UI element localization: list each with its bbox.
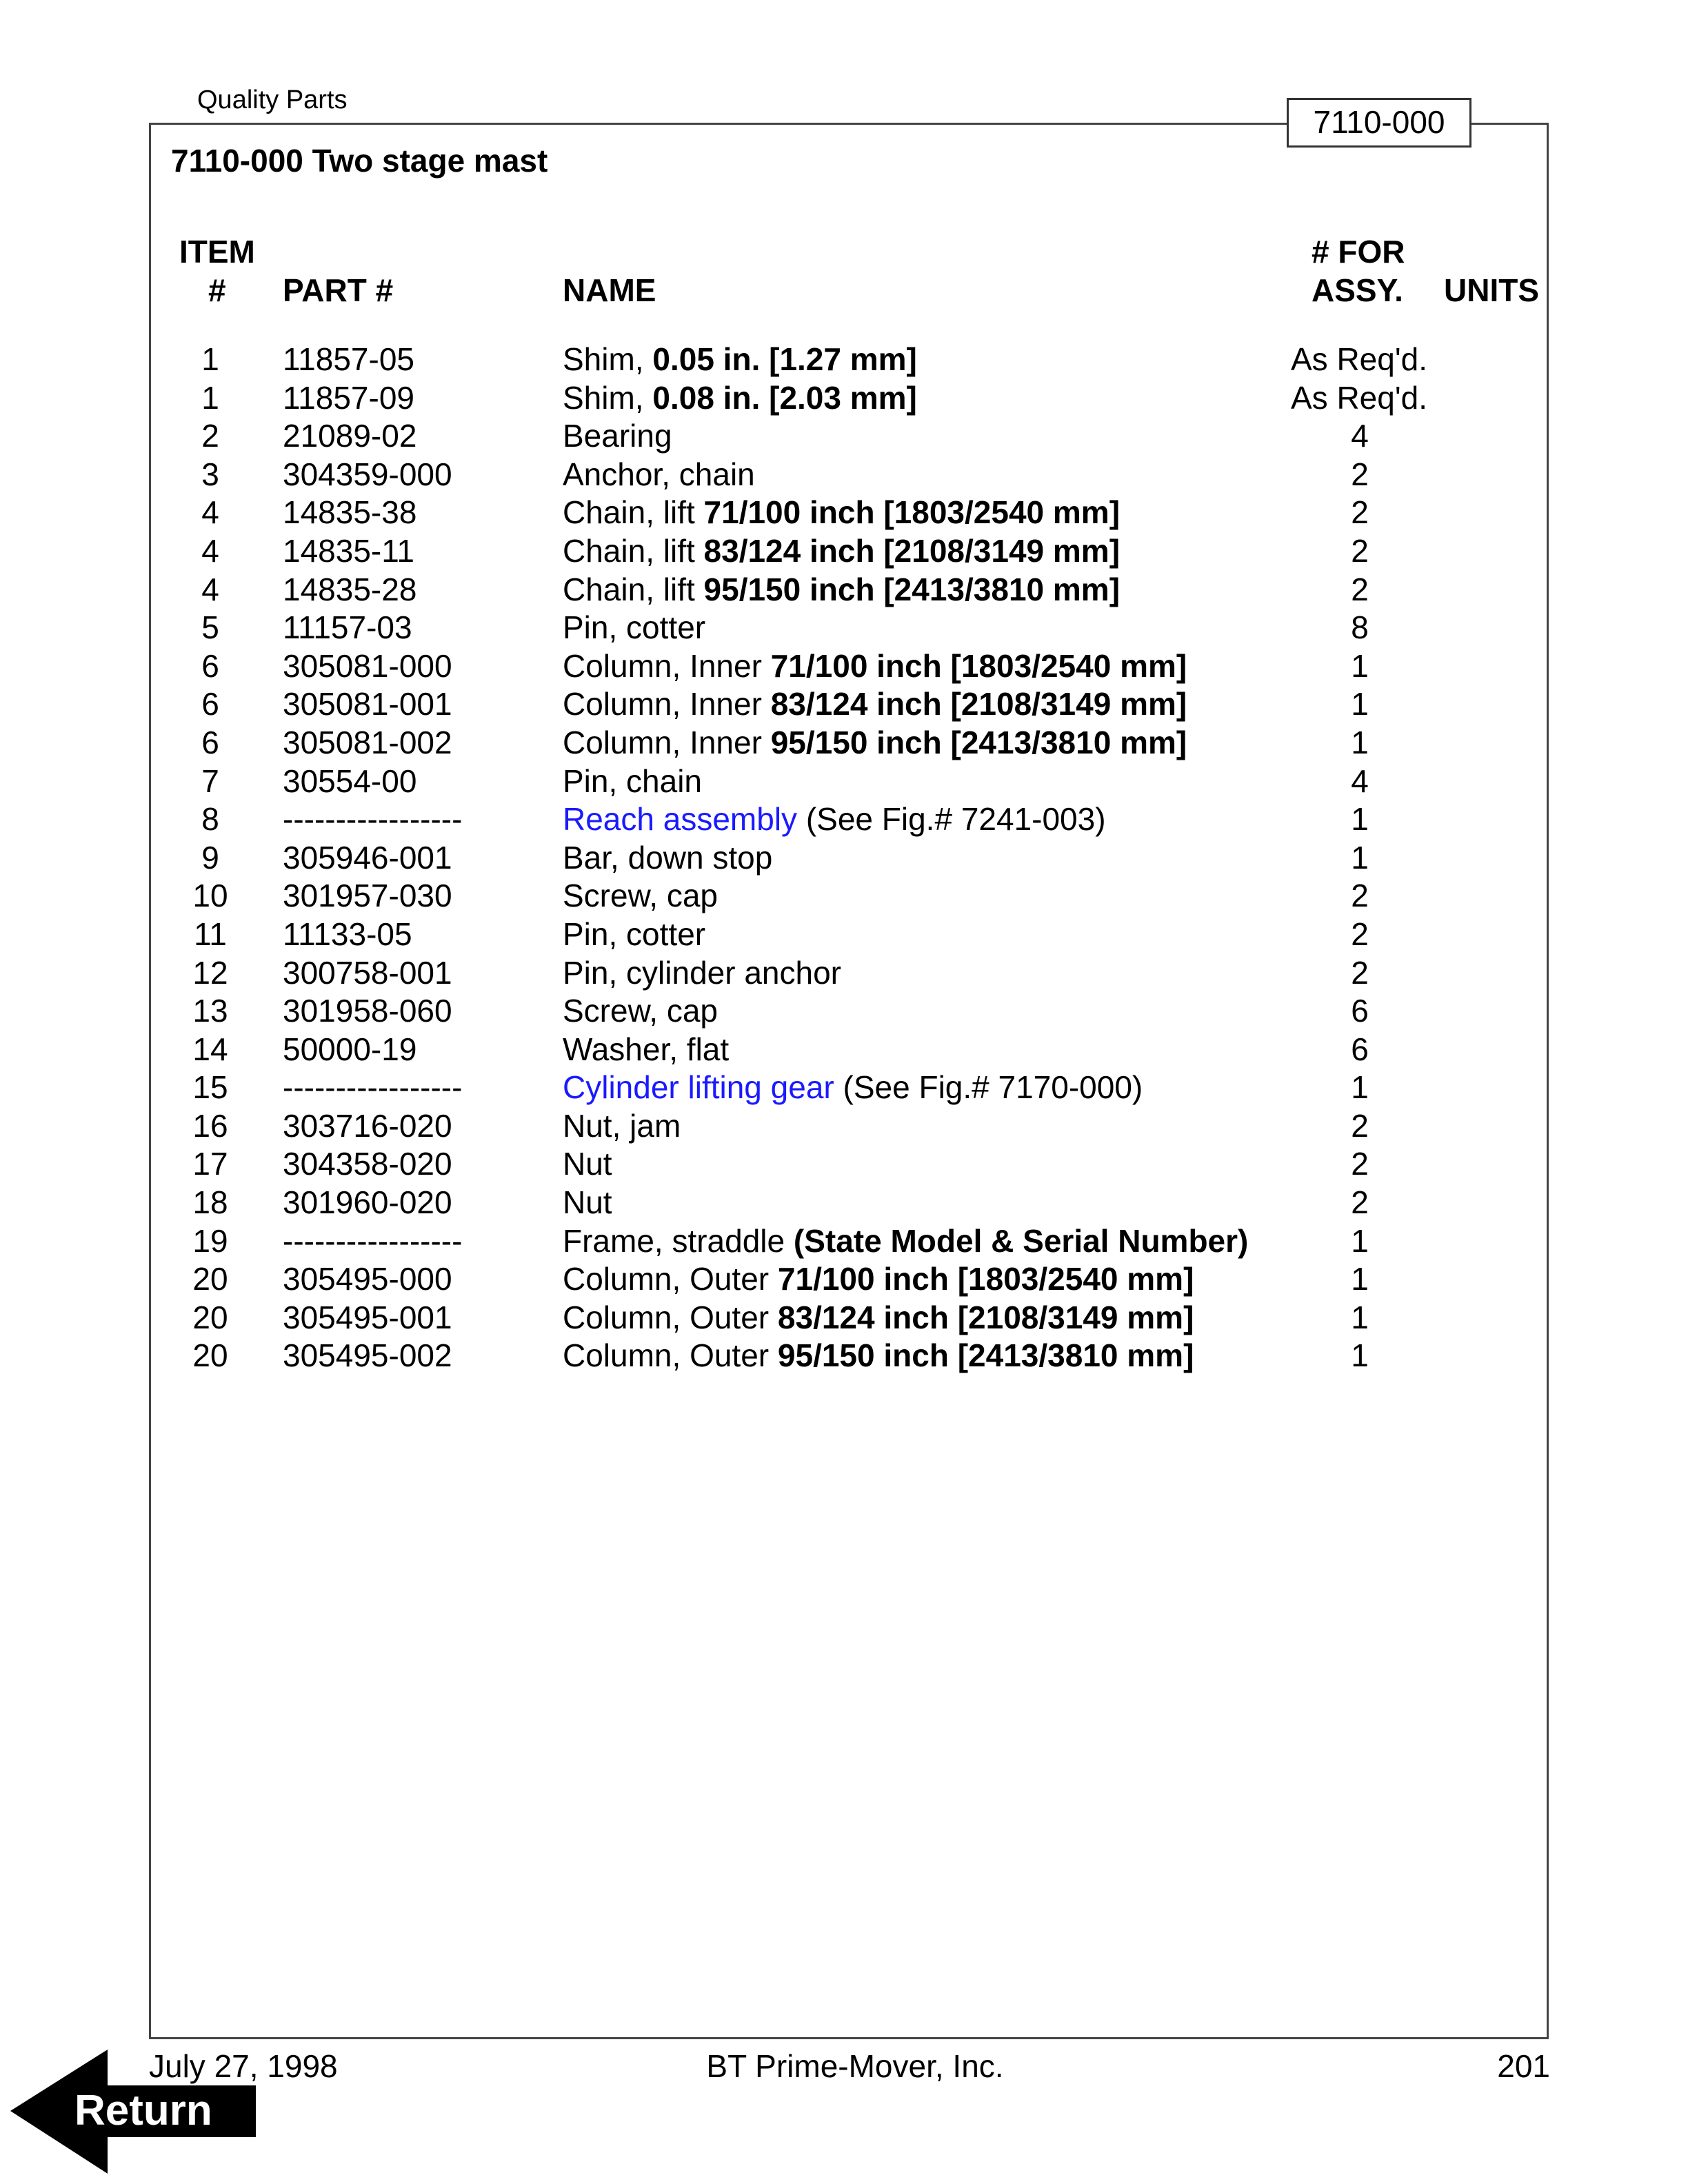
part-number: 11133-05: [283, 916, 412, 952]
table-row: [0, 1260, 1688, 1299]
part-number: 304358-020: [283, 1146, 452, 1182]
quantity: 2: [1351, 571, 1369, 607]
quantity: 1: [1351, 1299, 1369, 1335]
part-name-segment: Chain, lift: [563, 532, 704, 569]
item-number: 15: [192, 1069, 228, 1106]
part-name-segment: Shim,: [563, 341, 653, 377]
part-name-segment: Pin, cylinder anchor: [563, 954, 841, 991]
part-number: 50000-19: [283, 1031, 417, 1067]
part-name: [563, 1107, 681, 1146]
part-number: 301960-020: [283, 1184, 452, 1221]
part-name: [563, 1069, 1143, 1107]
part-name-segment: Nut: [563, 1146, 612, 1182]
part-name-segment: Screw, cap: [563, 878, 718, 914]
part-name-segment: Column, Inner: [563, 686, 771, 722]
part-name-segment: Column, Outer: [563, 1337, 778, 1374]
part-name: [563, 379, 917, 418]
table-row: [0, 379, 1688, 418]
quantity: 1: [1351, 724, 1369, 760]
quantity: 2: [1351, 1184, 1369, 1221]
col-header-part: PART #: [283, 272, 394, 308]
item-number: 20: [192, 1261, 228, 1297]
footer-page-number: 201: [1497, 2048, 1550, 2084]
table-row: [0, 1184, 1688, 1222]
item-number: 13: [192, 993, 228, 1029]
part-name-segment: Chain, lift: [563, 494, 704, 531]
part-name-segment: 71/100 inch [1803/2540 mm]: [770, 647, 1187, 684]
part-name: [563, 762, 702, 801]
item-number: 20: [192, 1337, 228, 1374]
part-name: [563, 1222, 1248, 1261]
quantity: 2: [1351, 456, 1369, 492]
part-number: 305495-000: [283, 1261, 452, 1297]
item-number: 17: [192, 1146, 228, 1182]
part-number: 14835-11: [283, 532, 414, 569]
table-row: [0, 916, 1688, 954]
part-name-segment: Bar, down stop: [563, 839, 773, 876]
col-header-item: ITEM: [179, 234, 255, 270]
part-name: [563, 456, 755, 494]
item-number: 10: [192, 878, 228, 914]
part-name: [563, 877, 718, 916]
part-name: [563, 800, 1106, 839]
part-name-segment: Pin, cotter: [563, 609, 706, 646]
part-name-segment: Screw, cap: [563, 993, 718, 1029]
table-row: [0, 1069, 1688, 1107]
table-row: [0, 685, 1688, 724]
table-row: [0, 1145, 1688, 1184]
part-name: [563, 609, 705, 647]
part-number: 305081-001: [283, 686, 452, 722]
table-row: [0, 1337, 1688, 1375]
item-number: 2: [201, 418, 219, 454]
part-number: 304359-000: [283, 456, 452, 492]
item-number: 5: [201, 609, 219, 646]
item-number: 19: [192, 1222, 228, 1259]
part-name-segment: 95/150 inch [2413/3810 mm]: [777, 1337, 1194, 1374]
item-number: 12: [192, 954, 228, 991]
part-number: 21089-02: [283, 418, 417, 454]
quantity: 1: [1351, 1261, 1369, 1297]
item-number: 4: [201, 494, 219, 531]
table-row: [0, 1031, 1688, 1069]
table-row: [0, 494, 1688, 532]
table-row: [0, 954, 1688, 993]
return-label: Return: [74, 2087, 212, 2134]
part-number: 11857-05: [283, 341, 414, 377]
part-number: 303716-020: [283, 1107, 452, 1144]
part-name: [563, 1145, 612, 1184]
part-name-segment: Nut, jam: [563, 1107, 681, 1144]
part-name-segment: Washer, flat: [563, 1031, 730, 1067]
quantity: 6: [1351, 1031, 1369, 1067]
part-name: [563, 1299, 1194, 1337]
table-row: [0, 877, 1688, 916]
part-name: [563, 916, 705, 954]
table-row: [0, 647, 1688, 686]
quantity: 1: [1351, 1222, 1369, 1259]
quantity: As Req'd.: [1291, 341, 1427, 377]
table-row: [0, 532, 1688, 571]
part-number: 305946-001: [283, 839, 452, 876]
part-name-segment: 95/150 inch [2413/3810 mm]: [770, 724, 1187, 760]
part-name: [563, 417, 672, 456]
quantity: 8: [1351, 609, 1369, 646]
part-name-segment: 83/124 inch [2108/3149 mm]: [777, 1299, 1194, 1335]
table-row: [0, 800, 1688, 839]
quantity: 1: [1351, 1337, 1369, 1374]
quantity: 4: [1351, 418, 1369, 454]
part-name-segment: 71/100 inch [1803/2540 mm]: [777, 1261, 1194, 1297]
part-name: [563, 992, 718, 1031]
quantity: 2: [1351, 1146, 1369, 1182]
part-number: 11857-09: [283, 379, 414, 416]
part-number: 30554-00: [283, 762, 417, 799]
table-row: [0, 762, 1688, 801]
page-title: 7110-000 Two stage mast: [171, 143, 548, 179]
item-number: 4: [201, 532, 219, 569]
quantity: 1: [1351, 1069, 1369, 1106]
col-header-units: UNITS: [1444, 272, 1539, 308]
quantity: 2: [1351, 878, 1369, 914]
part-number: 301958-060: [283, 993, 452, 1029]
part-name: [563, 685, 1187, 724]
table-row: [0, 839, 1688, 878]
part-number: 301957-030: [283, 878, 452, 914]
item-number: 1: [201, 341, 219, 377]
table-row: [0, 571, 1688, 609]
part-number: 305081-002: [283, 724, 452, 760]
part-name: [563, 341, 917, 379]
part-name-segment: (See Fig.# 7241-003): [797, 801, 1106, 838]
figure-number-box: 7110-000: [1287, 98, 1471, 148]
part-name: [563, 532, 1120, 571]
quantity: 2: [1351, 916, 1369, 952]
part-number: -----------------: [283, 801, 463, 838]
part-number: -----------------: [283, 1069, 463, 1106]
quantity: 1: [1351, 839, 1369, 876]
quantity: 1: [1351, 686, 1369, 722]
quantity: 1: [1351, 647, 1369, 684]
item-number: 1: [201, 379, 219, 416]
table-row: [0, 1299, 1688, 1337]
parts-table: [0, 341, 1688, 1375]
part-number: 305495-002: [283, 1337, 452, 1374]
quantity: 4: [1351, 762, 1369, 799]
figure-link[interactable]: Cylinder lifting gear: [563, 1069, 834, 1106]
table-row: [0, 724, 1688, 762]
part-name-segment: (State Model & Serial Number): [793, 1222, 1249, 1259]
part-name: [563, 839, 772, 878]
part-number: -----------------: [283, 1222, 463, 1259]
item-number: 6: [201, 724, 219, 760]
col-header-assy: ASSY.: [1312, 272, 1403, 308]
item-number: 7: [201, 762, 219, 799]
item-number: 11: [194, 916, 227, 952]
col-header-for: # FOR: [1312, 234, 1405, 270]
part-name: [563, 724, 1187, 762]
part-name: [563, 954, 841, 993]
item-number: 20: [192, 1299, 228, 1335]
quantity: 2: [1351, 954, 1369, 991]
item-number: 4: [201, 571, 219, 607]
table-row: [0, 341, 1688, 379]
part-name-segment: Frame, straddle: [563, 1222, 794, 1259]
part-name-segment: Shim,: [563, 379, 653, 416]
table-row: [0, 417, 1688, 456]
part-number: 300758-001: [283, 954, 452, 991]
part-name-segment: 0.05 in. [1.27 mm]: [652, 341, 917, 377]
part-name-segment: Column, Outer: [563, 1299, 778, 1335]
header-company-label: Quality Parts: [197, 85, 348, 114]
part-name: [563, 1260, 1194, 1299]
table-row: [0, 456, 1688, 494]
part-number: 305495-001: [283, 1299, 452, 1335]
quantity: 2: [1351, 532, 1369, 569]
col-header-item-number: #: [208, 272, 226, 308]
part-name-segment: Chain, lift: [563, 571, 704, 607]
quantity: 1: [1351, 801, 1369, 838]
part-name-segment: 83/124 inch [2108/3149 mm]: [770, 686, 1187, 722]
part-number: 305081-000: [283, 647, 452, 684]
item-number: 16: [192, 1107, 228, 1144]
part-name: [563, 571, 1120, 609]
quantity: As Req'd.: [1291, 379, 1427, 416]
part-name-segment: (See Fig.# 7170-000): [834, 1069, 1143, 1106]
part-name-segment: Bearing: [563, 418, 672, 454]
item-number: 3: [201, 456, 219, 492]
part-number: 11157-03: [283, 609, 412, 646]
part-name-segment: 95/150 inch [2413/3810 mm]: [703, 571, 1121, 607]
table-row: [0, 1222, 1688, 1261]
return-button[interactable]: [0, 2041, 262, 2178]
part-name-segment: 0.08 in. [2.03 mm]: [652, 379, 917, 416]
part-name-segment: 71/100 inch [1803/2540 mm]: [703, 494, 1121, 531]
item-number: 6: [201, 686, 219, 722]
table-row: [0, 609, 1688, 647]
part-name-segment: Pin, chain: [563, 762, 703, 799]
part-name: [563, 1337, 1194, 1375]
part-name: [563, 494, 1120, 532]
footer-company: BT Prime-Mover, Inc.: [706, 2048, 1004, 2084]
item-number: 9: [201, 839, 219, 876]
part-number: 14835-38: [283, 494, 417, 531]
item-number: 6: [201, 647, 219, 684]
part-name-segment: Column, Inner: [563, 647, 771, 684]
quantity: 2: [1351, 494, 1369, 531]
part-name: [563, 1184, 612, 1222]
part-name-segment: Nut: [563, 1184, 612, 1221]
part-name: [563, 1031, 729, 1069]
part-number: 14835-28: [283, 571, 417, 607]
footer-date: July 27, 1998: [149, 2048, 338, 2084]
figure-link[interactable]: Reach assembly: [563, 801, 798, 838]
item-number: 8: [201, 801, 219, 838]
table-row: [0, 1107, 1688, 1146]
part-name-segment: Column, Inner: [563, 724, 771, 760]
item-number: 14: [192, 1031, 228, 1067]
item-number: 18: [192, 1184, 228, 1221]
part-name-segment: Column, Outer: [563, 1261, 778, 1297]
quantity: 2: [1351, 1107, 1369, 1144]
col-header-name: NAME: [563, 272, 656, 308]
quantity: 6: [1351, 993, 1369, 1029]
part-name: [563, 647, 1187, 686]
part-name-segment: 83/124 inch [2108/3149 mm]: [703, 532, 1121, 569]
table-row: [0, 992, 1688, 1031]
part-name-segment: Anchor, chain: [563, 456, 755, 492]
part-name-segment: Pin, cotter: [563, 916, 706, 952]
